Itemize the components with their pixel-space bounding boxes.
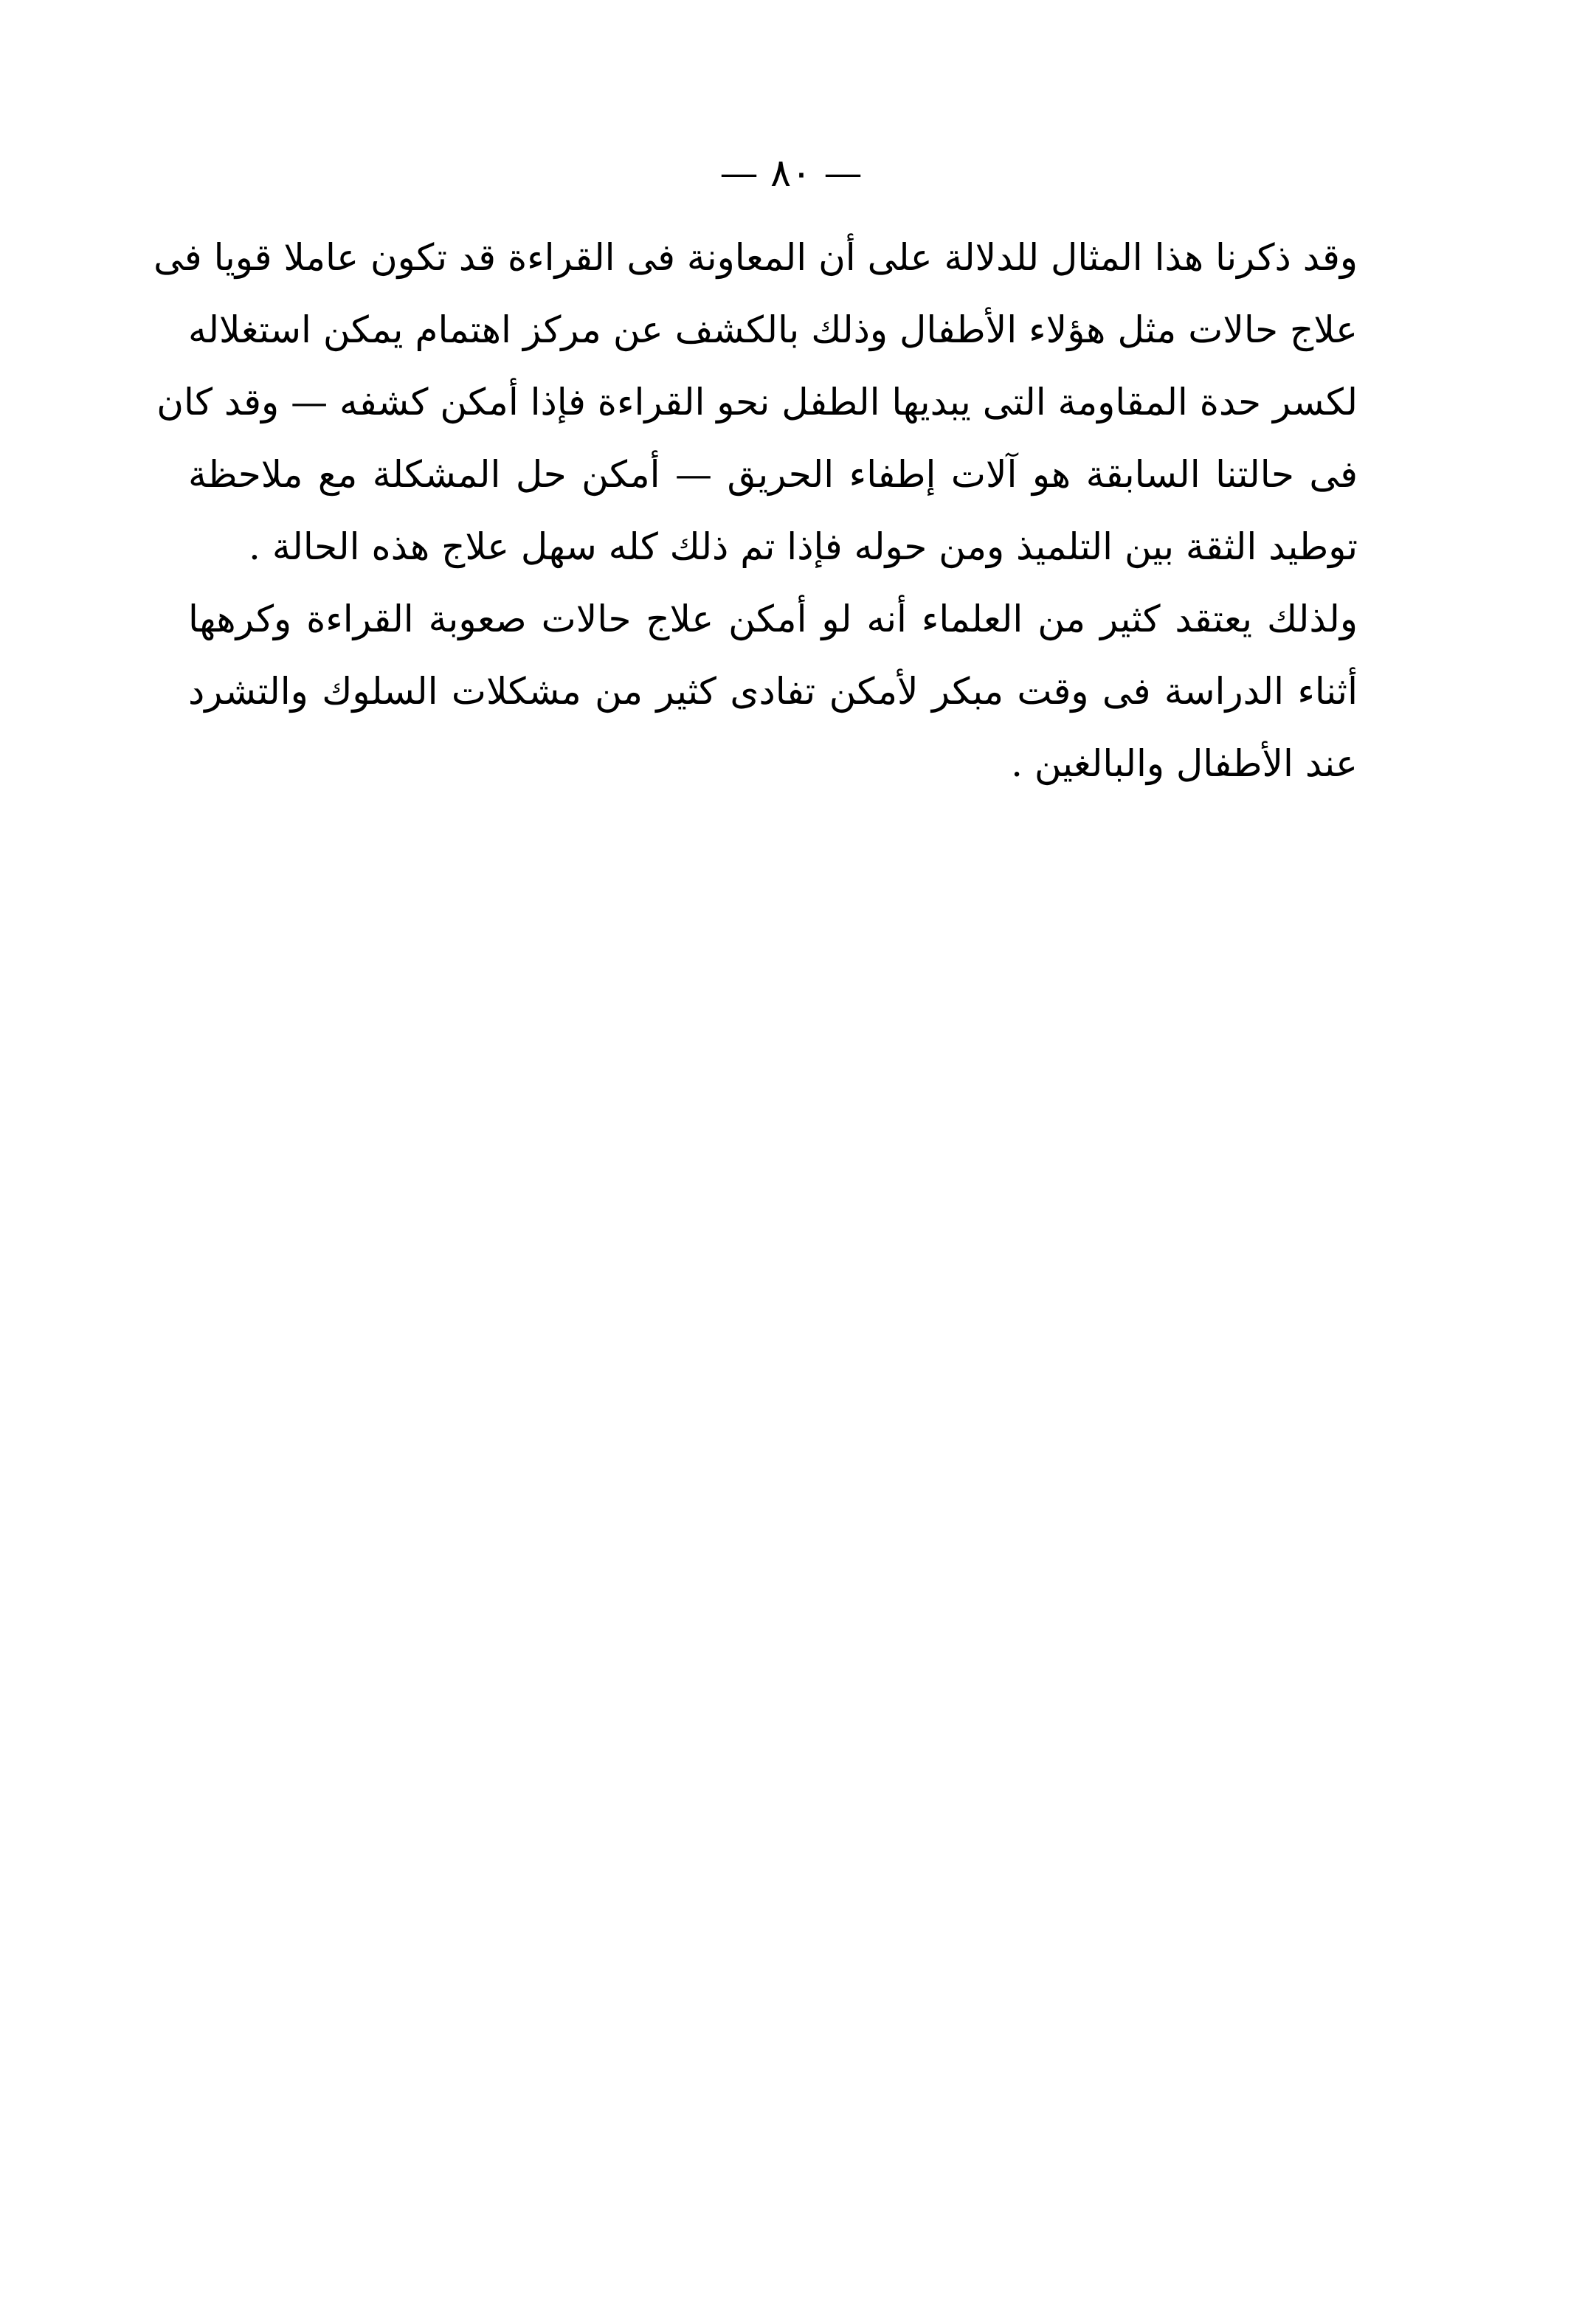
text-line: ولذلك يعتقد كثير من العلماء أنه لو أمكن علاج حالات صعوبة القراءة وكرهها: [188, 598, 1358, 640]
text-line: علاج حالات مثل هؤلاء الأطفال وذلك بالكشف عن مركز اهتمام يمكن استغلاله: [188, 308, 1358, 351]
page-number: — ٨٠ —: [719, 151, 863, 196]
text-line: عند الأطفال والبالغين .: [1011, 742, 1358, 785]
text-line: فى حالتنا السابقة هو آلات إطفاء الحريق — أمكن حل المشكلة مع ملاحظة: [188, 453, 1358, 496]
body-paragraph: [153, 221, 1358, 800]
text-line: وقد ذكرنا هذا المثال للدلالة على أن المعاونة فى القراءة قد تكون عاملا قويا فى: [153, 236, 1358, 279]
text-line: لكسر حدة المقاومة التى يبديها الطفل نحو القراءة فإذا أمكن كشفه — وقد كان: [156, 381, 1358, 423]
text-line: أثناء الدراسة فى وقت مبكر لأمكن تفادى كثير من مشكلات السلوك والتشرد: [188, 670, 1358, 713]
text-line: توطيد الثقة بين التلميذ ومن حوله فإذا تم ذلك كله سهل علاج هذه الحالة .: [249, 525, 1358, 568]
